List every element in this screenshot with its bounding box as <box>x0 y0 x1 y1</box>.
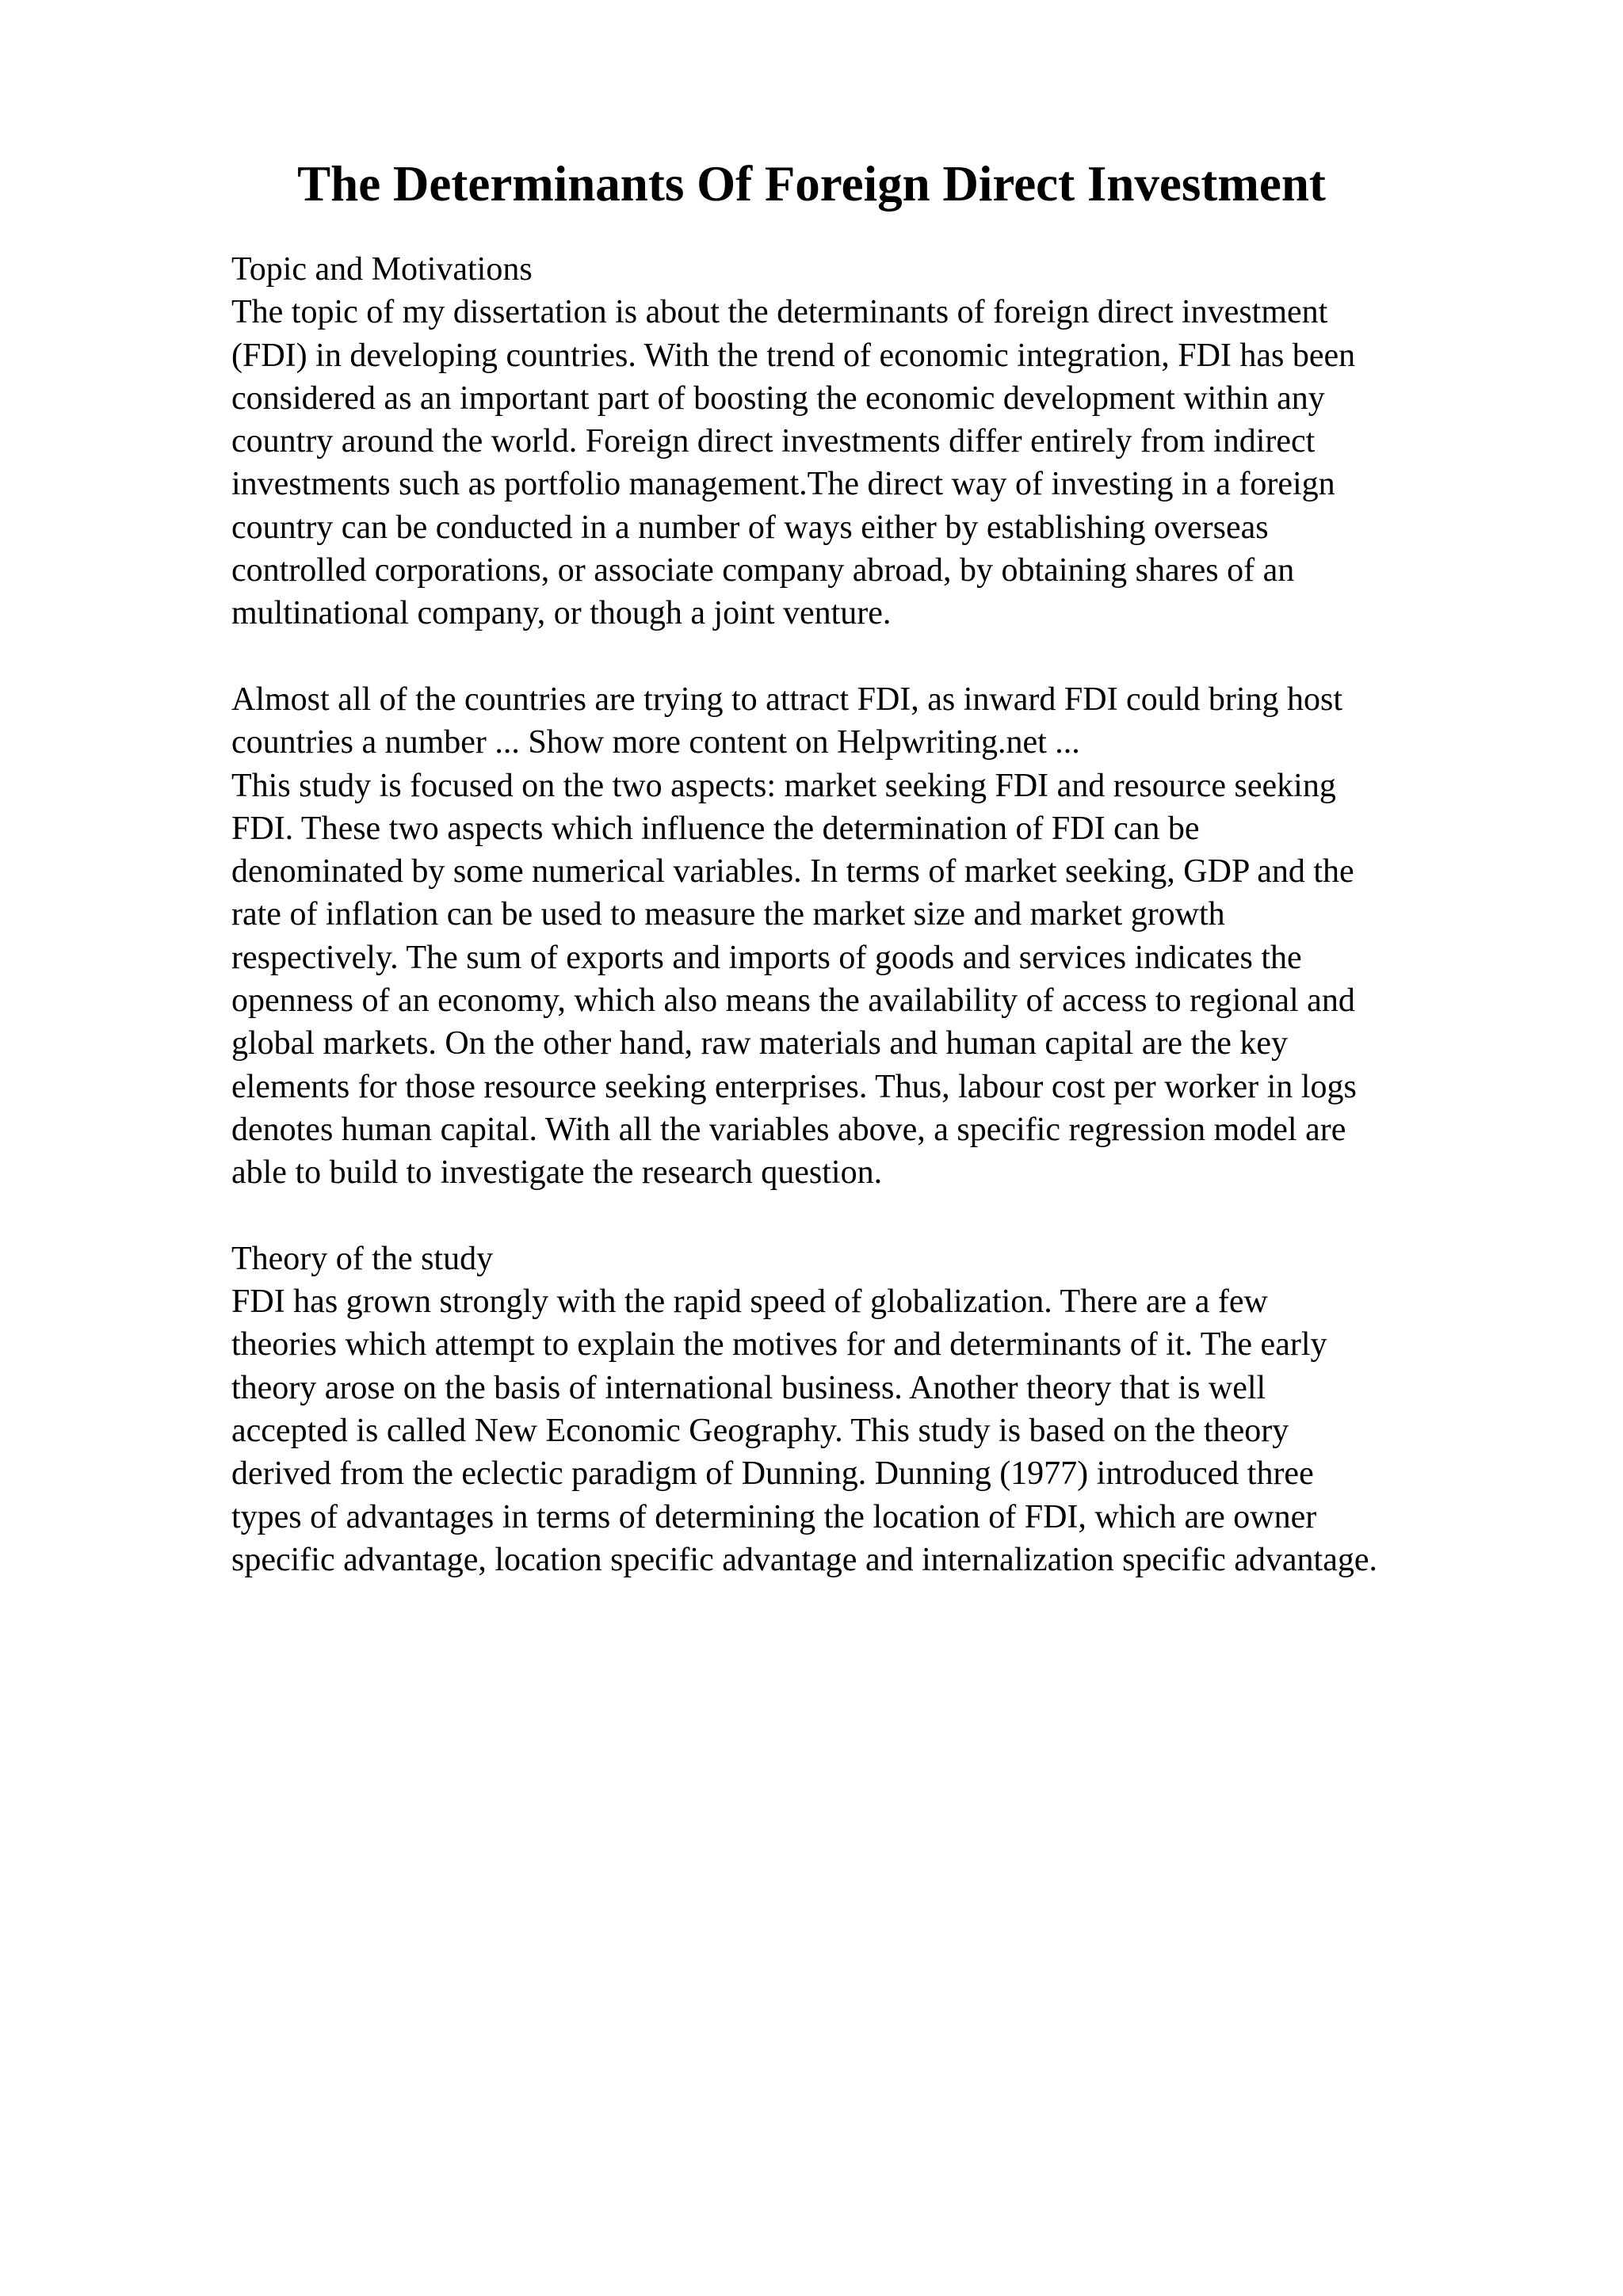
paragraph-gap <box>231 1195 1594 1238</box>
document-title: The Determinants Of Foreign Direct Investment <box>297 156 1326 212</box>
paragraph-line: rate of inflation can be used to measure the market size and market growth <box>231 896 1225 933</box>
paragraph-line: country around the world. Foreign direct investments differ entirely from indirect <box>231 423 1316 460</box>
paragraph-line: denominated by some numerical variables. In terms of market seeking, GDP and the <box>231 853 1354 891</box>
paragraph-line: multinational company, or though a joint venture. <box>231 595 892 632</box>
paragraph-line: FDI has grown strongly with the rapid speed of globalization. There are a few <box>231 1283 1268 1321</box>
paragraph-line: country can be conducted in a number of ways either by establishing overseas <box>231 509 1269 546</box>
paragraph-line: openness of an economy, which also means the availability of access to regional and <box>231 982 1355 1020</box>
paragraph-line: types of advantages in terms of determining the location of FDI, which are owner <box>231 1498 1317 1535</box>
paragraph-line: considered as an important part of boosting the economic development within any <box>231 379 1325 417</box>
paragraph-line: investments such as portfolio management.The direct way of investing in a foreign <box>231 466 1335 503</box>
paragraph-line: denotes human capital. With all the variables above, a specific regression model are <box>231 1111 1346 1148</box>
paragraph-line: controlled corporations, or associate company abroad, by obtaining shares of an <box>231 552 1295 589</box>
paragraph-line: able to build to investigate the research question. <box>231 1154 883 1192</box>
paragraph-line: theories which attempt to explain the motives for and determinants of it. The early <box>231 1326 1327 1363</box>
paragraph-line: This study is focused on the two aspects: market seeking FDI and resource seeking <box>231 767 1336 804</box>
section-heading-theory: Theory of the study <box>231 1240 494 1277</box>
paragraph-line: (FDI) in developing countries. With the trend of economic integration, FDI has been <box>231 337 1356 374</box>
section-heading-topic: Topic and Motivations <box>231 251 533 288</box>
paragraph-line: elements for those resource seeking enterprises. Thus, labour cost per worker in logs <box>231 1068 1357 1105</box>
paragraph-line: derived from the eclectic paradigm of Dunning. Dunning (1977) introduced three <box>231 1455 1314 1493</box>
paragraph-line: theory arose on the basis of international business. Another theory that is well <box>231 1369 1266 1406</box>
paragraph-line: global markets. On the other hand, raw materials and human capital are the key <box>231 1025 1289 1062</box>
paragraph-line: Almost all of the countries are trying to attract FDI, as inward FDI could bring host <box>231 681 1343 718</box>
document-body <box>231 248 1594 1581</box>
paragraph-line: countries a number ... Show more content on Helpwriting.net ... <box>231 724 1080 761</box>
paragraph-line: FDI. These two aspects which influence the determination of FDI can be <box>231 810 1200 847</box>
paragraph-line: accepted is called New Economic Geography. This study is based on the theory <box>231 1413 1289 1450</box>
paragraph-line: specific advantage, location specific advantage and internalization specific advantage. <box>231 1541 1377 1578</box>
paragraph-line: The topic of my dissertation is about the determinants of foreign direct investment <box>231 294 1328 331</box>
paragraph-line: respectively. The sum of exports and imports of goods and services indicates the <box>231 939 1302 976</box>
paragraph-gap <box>231 635 1594 678</box>
